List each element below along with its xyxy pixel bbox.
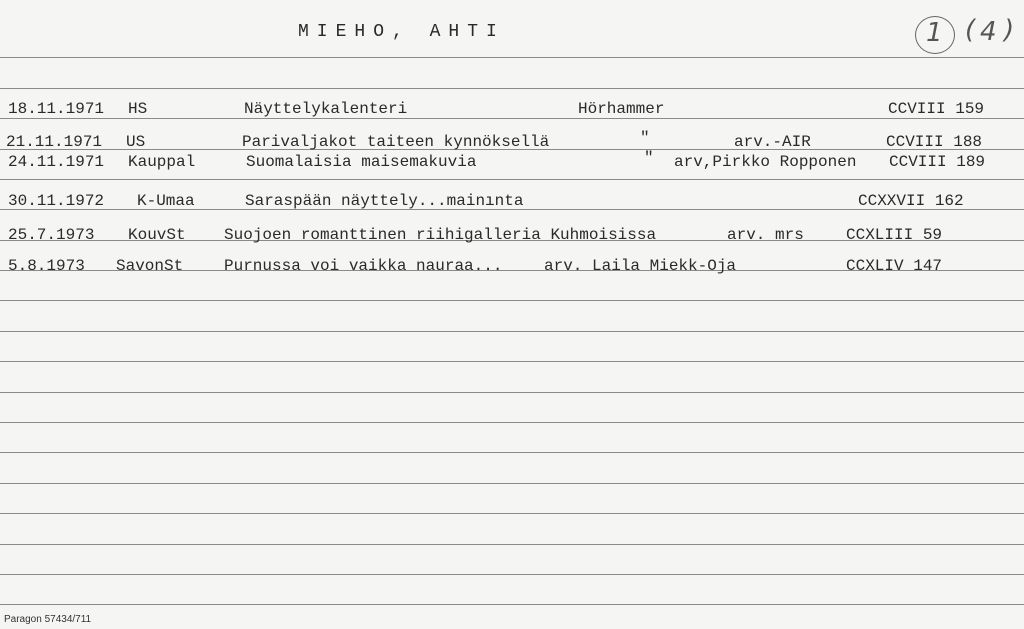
entry-title: Purnussa voi vaikka nauraa... bbox=[224, 257, 503, 275]
entry-title: Saraspään näyttely...mainınta bbox=[245, 192, 524, 210]
rule-line bbox=[0, 544, 1024, 545]
entry-date: 18.11.1971 bbox=[8, 100, 105, 118]
entry-date: 24.11.1971 bbox=[8, 153, 105, 171]
rule-line bbox=[0, 331, 1024, 332]
entry-source: SavonSt bbox=[116, 257, 184, 275]
entry-date: 5.8.1973 bbox=[8, 257, 85, 275]
entry-title: Näyttelykalenteri bbox=[244, 100, 408, 118]
entry-author: arv,Pirkko Ropponen bbox=[674, 153, 857, 171]
entry-author: arv. mrs bbox=[727, 226, 804, 244]
rule-line bbox=[0, 361, 1024, 362]
entry-source: K-Umaa bbox=[137, 192, 195, 210]
entry-volume: CCXXVII 162 bbox=[858, 192, 964, 210]
rule-line bbox=[0, 300, 1024, 301]
entry-source: US bbox=[126, 133, 146, 151]
card-number: 1 bbox=[926, 18, 943, 48]
entry-volume: CCVIII 188 bbox=[886, 133, 983, 151]
rule-line bbox=[0, 422, 1024, 423]
entry-source: KouvSt bbox=[128, 226, 186, 244]
entry-volume: CCVIII 189 bbox=[889, 153, 986, 171]
entry-volume: CCVIII 159 bbox=[888, 100, 985, 118]
rule-line bbox=[0, 452, 1024, 453]
entry-source: Kauppal bbox=[128, 153, 196, 171]
entry-author: arv.-AIR bbox=[734, 133, 811, 151]
entry-date: 21.11.1971 bbox=[6, 133, 103, 151]
header-rule bbox=[0, 57, 1024, 58]
entry-source: HS bbox=[128, 100, 148, 118]
rule-line bbox=[0, 483, 1024, 484]
rule-line bbox=[0, 574, 1024, 575]
entry-author: arv. Laila Miekk-Oja bbox=[544, 257, 737, 275]
rule-line bbox=[0, 604, 1024, 605]
rule-line bbox=[0, 513, 1024, 514]
entry-volume: CCXLIV 147 bbox=[846, 257, 943, 275]
entry-title: Parivaljakot taiteen kynnöksellä bbox=[242, 133, 550, 151]
entry-title: Suojoen romanttinen riihigalleria Kuhmoisissa bbox=[224, 226, 657, 244]
entry-volume: CCXLIII 59 bbox=[846, 226, 943, 244]
card-total: 4 bbox=[980, 17, 997, 47]
entry-author: Hörhammer bbox=[578, 100, 665, 118]
entry-ditto: " bbox=[640, 129, 650, 147]
card-total-paren-close: ) bbox=[1004, 15, 1015, 45]
rule-line bbox=[0, 88, 1024, 89]
card-title: MIEHO, AHTI bbox=[298, 22, 505, 42]
card-total-paren-open: ( bbox=[965, 15, 976, 45]
footer-print: Paragon 57434/711 bbox=[4, 614, 92, 625]
entry-date: 30.11.1972 bbox=[8, 192, 105, 210]
rule-line bbox=[0, 118, 1024, 119]
entry-ditto: " bbox=[644, 149, 654, 167]
rule-line bbox=[0, 179, 1024, 180]
entry-title: Suomalaisia maisemakuvia bbox=[246, 153, 477, 171]
rule-line bbox=[0, 392, 1024, 393]
entry-date: 25.7.1973 bbox=[8, 226, 95, 244]
